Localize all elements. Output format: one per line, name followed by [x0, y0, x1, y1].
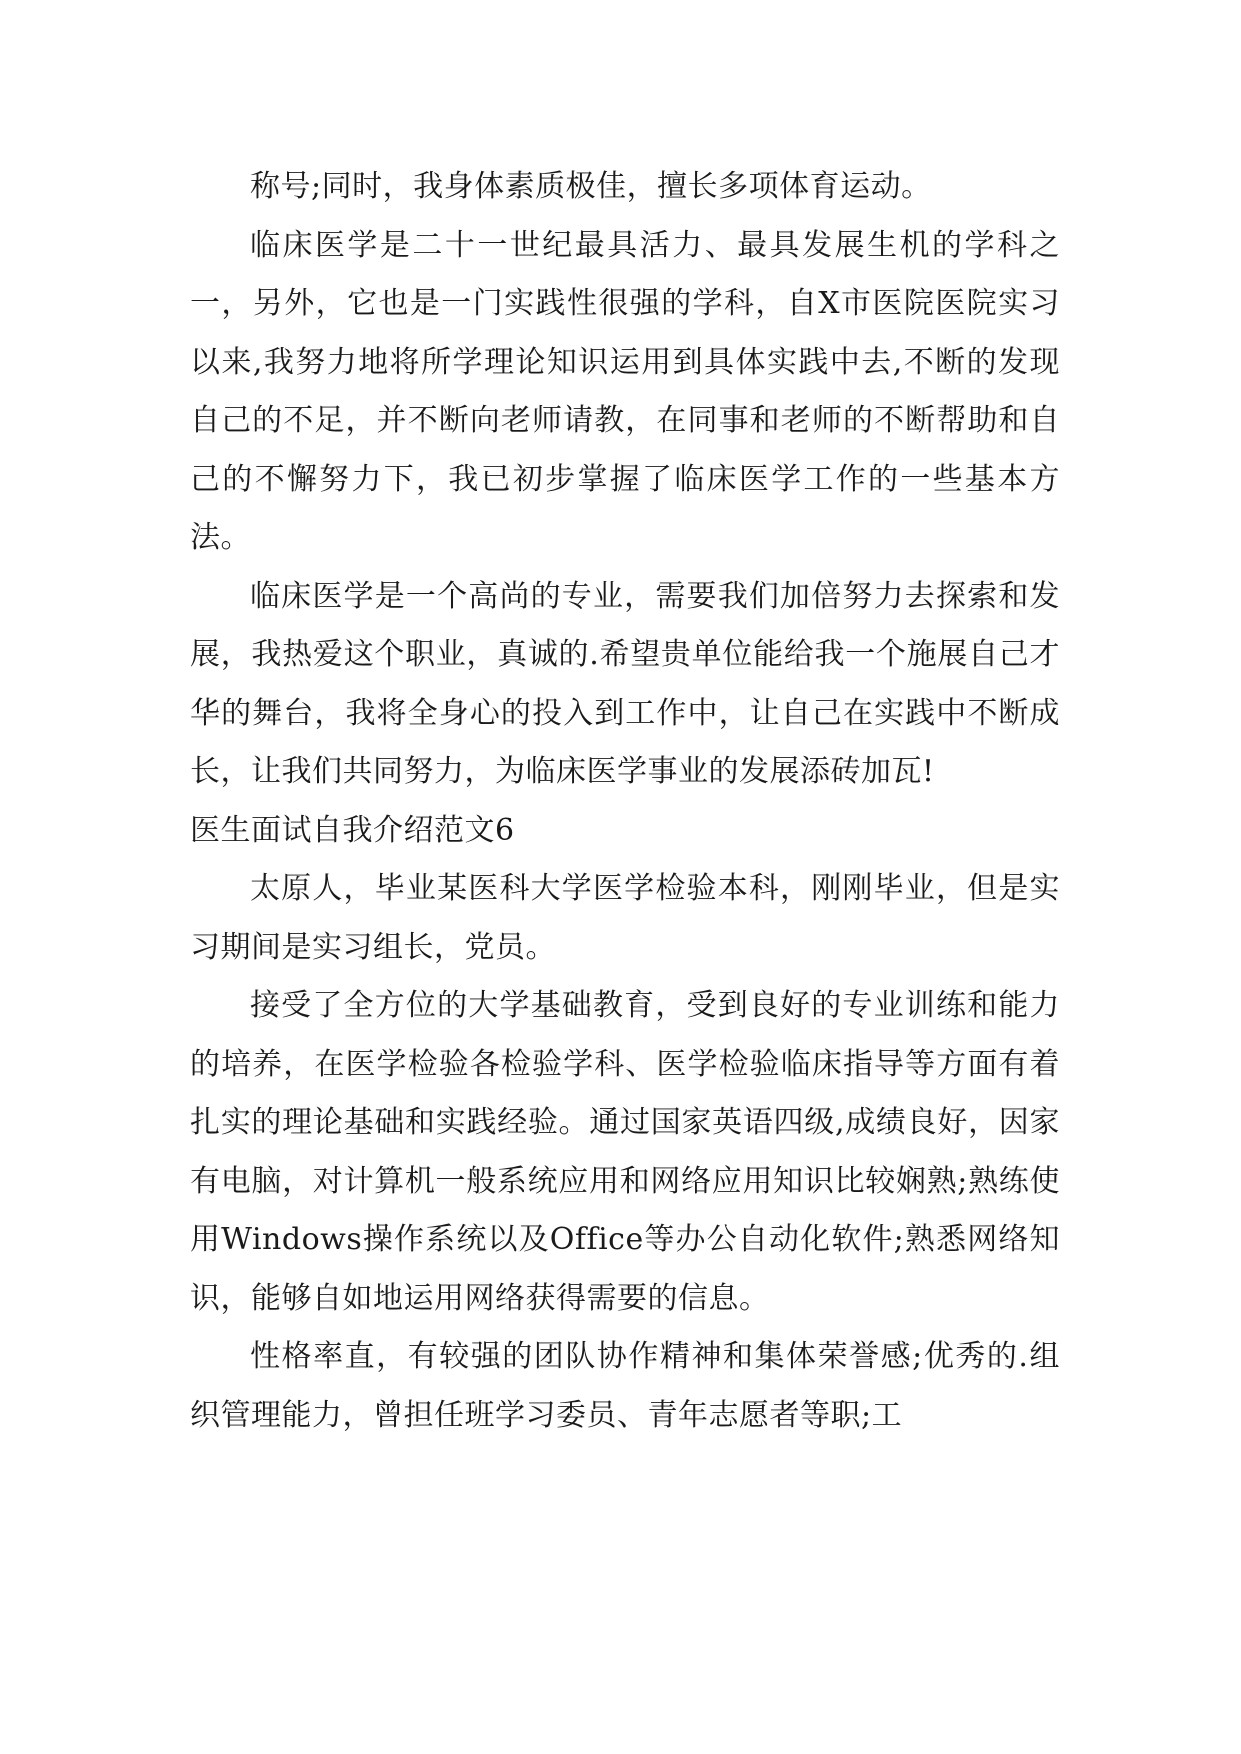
- paragraph: 接受了全方位的大学基础教育，受到良好的专业训练和能力的培养，在医学检验各检验学科、医学检验临床指导等方面有着扎实的理论基础和实践经验。通过国家英语四级,成绩良好，因家有电脑，对计算机一般系统应用和网络应用知识比较娴熟;熟练使用Windows操作系统以及Office等办公自动化软件;熟悉网络知识，能够自如地运用网络获得需要的信息。: [190, 988, 1060, 1316]
- paragraph-continuation: 称号;同时，我身体素质极佳，擅长多项体育运动。: [250, 169, 932, 204]
- paragraph: 性格率直，有较强的团队协作精神和集体荣誉感;优秀的.组织管理能力，曾担任班学习委员、青年志愿者等职;工: [190, 1339, 1060, 1433]
- paragraph: 临床医学是一个高尚的专业，需要我们加倍努力去探索和发展，我热爱这个职业，真诚的.希望贵单位能给我一个施展自己才华的舞台，我将全身心的投入到工作中，让自己在实践中不断成长，让我们共同努力，为临床医学事业的发展添砖加瓦!: [190, 578, 1060, 789]
- paragraph: 太原人，毕业某医科大学医学检验本科，刚刚毕业，但是实习期间是实习组长，党员。: [190, 871, 1060, 965]
- document-body: [190, 158, 1060, 1445]
- section-heading: 医生面试自我介绍范文6: [190, 812, 515, 848]
- paragraph: 临床医学是二十一世纪最具活力、最具发展生机的学科之一，另外，它也是一门实践性很强的学科，自X市医院医院实习以来,我努力地将所学理论知识运用到具体实践中去,不断的发现自己的不足，并不断向老师请教，在同事和老师的不断帮助和自己的不懈努力下，我已初步掌握了临床医学工作的一些基本方法。: [190, 227, 1060, 555]
